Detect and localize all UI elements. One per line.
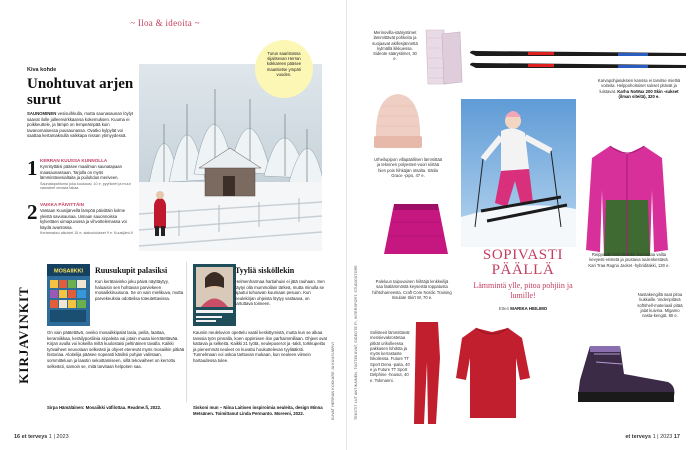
book-review-text: Kauniin neuleluvion opettelu vaatii keskittymistä, mutta kun se alkaa tanssia työn pinnalla, koen oppimisen ilon parhaimmillaan. Ohjeet ovat kattavia ja selkeitä. Kaikki 21 työtä, neulepuserot ja -takit, torkkupeitto ja pienemmät neuleet on kuvattu houkuttelevan tyyliääksti. Tunnelmaan voi uskoa tarttuvan mukaan, kun neuleen viimein hartaudessa tulee. (193, 330, 327, 363)
book-intro: Helmenharmaa hartiahuivi ei jätä rauhaan. Sen täytyi olla mummollani tärkeä, mutta minulla se ajautui tuhoavan kuumaan pesuun. Kun neulekirjan ohjeista löytyy vastaava, on tartuttava toimeen. (235, 279, 325, 307)
caption-beanie (373, 157, 443, 178)
book-cover-siskoni (193, 264, 236, 326)
page-number-left: 16 (14, 434, 21, 440)
book-intro: Kun kerätaivinko joku päivä näyttäytyy, haluaisin sen hohtavan parviekeen mosaiikkiruusuna. Se on vain mielikuva, mutta parvekeuksia odottelisa toteutettavissa. (95, 279, 184, 301)
info-bubble: Turun saaristossa sijaitsevan Herran kokkareen pääsee maantietse ympäri vuoden. (255, 40, 313, 98)
photo-credit-left: KUVAT HERRAN KOKKARE JA KUUSIJÄRVI (331, 342, 335, 420)
tip-number: 1 (27, 156, 38, 180)
caption-text: Solisteeit lämmittävät mensievakrostetaa pitkät urikolleessa pakkasen lohdsta ja myös kerrastaste hikoilessa. (370, 330, 410, 362)
caption-detail: Future TT Sport Dena -paita, 40 e ja Future TT Sport Delphine -housut, 40 e. Tokmanni. (370, 356, 410, 383)
caption-leg-warmer (372, 30, 418, 62)
skirt-image (378, 200, 454, 258)
base-layers-image (412, 318, 532, 428)
skier-image (461, 99, 576, 247)
feature-deck: Lämmintä ylle, pitoa pohjiin ja lumille! (473, 281, 573, 300)
product-boots (570, 340, 680, 406)
caption-text: Nastakengillä saat pitoa liukkaille. Vedenpitävä softshell-materiaali pitää jalat kuivina. (637, 292, 683, 313)
byline-name: MARIKA HEILIMO (510, 306, 548, 311)
folio-left (14, 434, 69, 440)
leg-warmer-image (418, 28, 468, 86)
caption-text: Karvapohjasuksien kanssa ei tarvitse miettiä voiteita. Helppohoitoiset sukset pitävät ja luistavat. (597, 78, 681, 94)
lede-text: vesisuihkulla, mutta saunasaunan löylyt saavat ilolle jalleenvirkkaansa kokemuksen. Kuuma ei poikkeuttele, ja lämpö on lempeämpää kuin tavanomaisessa puusaunassa. Ovatko kylpylät voi saattaa kertamaksulla vaikkapa nissan ytimyydessä. (27, 111, 134, 139)
tip-credit: Saunatapahtuma joka kuukausi, 10 e, pyyhkeet ja muut varusteet omasta takaa. (40, 181, 131, 191)
article-kicker: Kiva kohde (27, 67, 57, 73)
photo-credit-right: TEKSTIT LUT ANTIKAINEN, TUOTEKUVAT, SIDEOTE FI, INTERSPORT, STUDIOSTORE (354, 265, 358, 420)
section-title: ~ Iloa & ideoita ~ (130, 18, 200, 28)
beanie-image (368, 86, 428, 154)
tip-title: VAIKKA PÄIVITTÄIN (40, 202, 84, 207)
book-credit: Sirpa Hämäläinen: Mosaiikki väfilottaa. Readme.fi, 2022. (47, 405, 162, 410)
mosaic-book-cover-image (47, 264, 90, 326)
jacket-image (582, 140, 672, 258)
issue-left: 1 | 2023 (48, 434, 69, 440)
book-credit: Siskoni mun – Niina Laitisen inspiroimia neuleita, design Minna Metsänen. Toimittanut Linda Permanto. Moreeni, 2022. (193, 405, 323, 416)
knitting-book-cover-image (193, 264, 236, 326)
feature-byline (468, 306, 578, 311)
product-skis (468, 49, 688, 73)
caption-detail: Sideote säärystimet, 30 e. (373, 51, 417, 62)
feature-title: SOPIVASTI PÄÄLLÄ (482, 247, 564, 278)
caption-detail: Karhu NoWax 200 Skin -sukset (ilman siteitä), 320 e. (617, 88, 679, 99)
caption-text: Paleluun taipuvainen hiihtäjä lenkkeilijä saa lisälämmöstä keyseistä toppatusta hiihtohameesta. (372, 279, 449, 295)
caption-text: Reippaalle hiihtolenkille kannattaa valita kevyesti eristetä ja joustava tuulenkestävä. (589, 252, 669, 263)
caption-detail: Kari Traa Ragna Jacket -hybriditakki, 130 e. (588, 262, 670, 268)
kirjavinkit-text: KIRJAVINKIT (16, 286, 31, 384)
caption-skirt (372, 279, 452, 300)
lede-lead: SAUNOMINEN (27, 111, 57, 116)
caption-jacket (586, 252, 672, 268)
caption-skis (593, 78, 685, 99)
tip-credit: Kertamaksu aikuiset 15 e, alakoululaiset 9 e. Kuusijärvi.fi (40, 231, 133, 235)
tip-body: Kynnityttäisi pääsee maailman saunatapaan maasaunassaan. Tarjolla on myös lämmintävesialtaita ja puiluhdus meriveen. (40, 164, 122, 180)
book-title: Ruusukupit palasiksi (95, 266, 168, 275)
caption-boots (636, 292, 684, 318)
tip-1 (27, 158, 135, 191)
skis-image (468, 49, 688, 73)
issue-right: 1 | 2023 (652, 434, 673, 440)
page-number-right: 17 (673, 434, 680, 440)
caption-text: Urheilupipon villapäällinen lämmittää ja tekninen polyesteri-vuori siirtää hien pois hihkäjän otsalta. (374, 157, 442, 173)
caption-detail: Sätila Grace -pipo, 47 e. (391, 167, 438, 178)
cover-title: MOSAIIKKI (53, 268, 84, 275)
product-base-layers (412, 318, 532, 428)
tip-body: Vantaan Kuusijärvellä lämpöä päivittäin kolme yleistä savusaunaa. Uimaan sauonnoissa kylvettäen uimapuvussa ja vihvottelemassa voi käydä avantossa. (40, 208, 127, 230)
tip-2 (27, 202, 135, 236)
byline-prefix: Etteri (498, 306, 510, 311)
article-lede (27, 111, 134, 139)
book-review-text: On vain päätettävä, oveiko mosaiikkipalat lasia, peiliä, laattaa, keramiikkaa, keräilyposliinia sirpaleita vai jotain muuta kierrätettävää. Kirjan avulla voi kokeilla miltä kuulostaisi peltinäinen tavalla. Kaikki työvaiheet neuvotaan selkeästi ja ohjeet etenevät myös mosaiikin pitkää historiaa. Aloitelija pääsee nopeasti käsiksi pohjan valintaan, sommitteluun ja laastin sekoittamiseen, sillä tekovaiheet on kerrottu selkeästi, samoin se, mitä tarvitaan helpoiten saa. (47, 330, 185, 369)
book-title: Tyyliä sisköllekin (235, 266, 295, 275)
tip-number: 2 (27, 200, 38, 224)
caption-base-layers (370, 330, 410, 383)
caption-detail: Craft Core Nordic Training Insulate Skirt W, 70 e. (391, 289, 452, 300)
boots-image (570, 340, 680, 406)
book-cover-mosaiikki (47, 264, 90, 326)
caption-detail: Mlgamo nasta-kengät, 80 e. (642, 307, 680, 319)
kirjavinkit-label (14, 270, 34, 400)
product-leg-warmer (418, 28, 468, 86)
magazine-name-right: et terveys (625, 434, 652, 440)
product-skirt (378, 200, 454, 258)
folio-right (625, 434, 680, 440)
book-divider (186, 262, 187, 402)
caption-text: Merinovilla-säärystimet lämmittävät pohkeita ja suojaavat akillesjännettä kylmällä liikkuessa. (372, 30, 418, 51)
product-beanie (368, 86, 428, 154)
article-headline: Unohtuvat arjen surut (27, 76, 134, 108)
skier-photo (461, 99, 576, 247)
magazine-name-left: et terveys (21, 434, 48, 440)
tip-title: KERRAN KUUSSA KUNNOLLA (40, 158, 108, 163)
product-jacket (582, 140, 672, 258)
